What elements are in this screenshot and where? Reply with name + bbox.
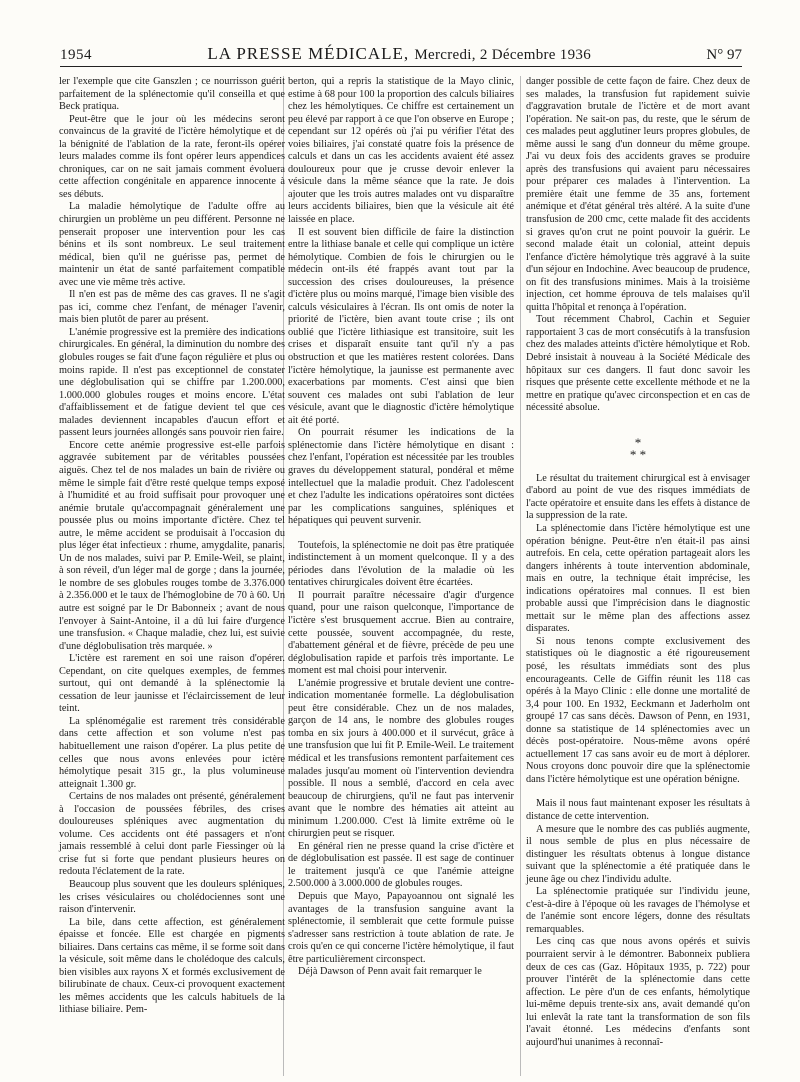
paragraph: L'anémie progressive est la première des indications chirurgicales. En général, la diminution du nombre des globules rouges se fait d'une façon régulière et plus ou moins rapide. Il n'est pas exceptionnel de constater une déglobulisation qui se chiffre par 1.200.000, 1.000.000 globules rouges et moins encore. L'état d'affaiblissement et de fatigue devient tel que ces malades deviennent incapables d'aucun effort et passent leurs journées allongés sans pouvoir rien faire. <box>59 326 285 439</box>
paragraph: Les cinq cas que nous avons opérés et suivis pourraient servir à le démontrer. Babonneix publiera deux de ces cas (Gaz. Hôpitaux 1935, p. 722) pour prouver l'intérêt de la splénectomie dans cette affection. Le père d'un de ces enfants, hémolytique lui-même depuis trente-six ans, avait demandé qu'on lui enlevât la rate tant la transformation de son fils l'avait étonné. Les médecins d'enfants sont aujourd'hui unanimes à reconnaî- <box>526 936 750 1048</box>
issue-date: Mercredi, 2 Décembre 1936 <box>414 47 592 63</box>
paragraph: La splénectomie dans l'ictère hémolytique est une opération bénigne. Peut-être n'en était-il pas ainsi autrefois. En cela, cette opération partageait alors les dangers inhérents à toute intervention abdominale, mais en outre, la technique était imprécise, les indications opératoires mal connues. Il est bien probable aussi que l'imprécision dans le diagnostic mettait sur le même plan des affections assez disparates. <box>526 522 750 635</box>
page-header <box>60 44 742 67</box>
paragraph: berton, qui a repris la statistique de la Mayo clinic, estime à 68 pour 100 la proportion des calculs biliaires chez les hémolytiques. Ce chiffre est certainement un peu élevé par rapport à ce que l'on observe en Europe ; cependant sur 12 opérés où j'ai pu vérifier l'état des voies biliaires, j'ai constaté quatre fois la présence de calculs et dans un cas les accidents avaient été assez douloureux pour que je crusse devoir enlever la vésicule dans la même séance que la rate. Je dois ajouter que les trois autres malades ont vu disparaître leurs accidents biliaires, bien que la vésicule ait été laissée en place. <box>288 76 514 226</box>
paragraph: Depuis que Mayo, Papayoannou ont signalé les avantages de la transfusion sanguine avant la splénectomie, il semblerait que cette formule puisse s'adresser sans restriction à toute ablation de rate. Je crois qu'en ce qui concerne l'ictère hémolytique, il faut être particulièrement circonspect. <box>288 891 514 965</box>
paragraph: La splénomégalie est rarement très considérable dans cette affection et son volume n'est pas habituellement une raison d'opérer. La plus petite de celles que nous avons enlevées pour ictère hémolytique pesait 315 gr., la plus volumineuse atteignait 1.300 gr. <box>59 715 285 790</box>
asterisk-top: * <box>634 434 642 450</box>
paragraph: L'anémie progressive et brutale devient une contre-indication momentanée formelle. La déglobulisation peut être considérable. Chez un de nos malades, garçon de 14 ans, le nombre des globules rouges tomba en six jours à 400.000 et il survécut, grâce à une transfusion que lui fit P. Emile-Weil. Le traitement médical et les transfusions remontent parfaitement ces malades jusqu'au moment où l'intervention deviendra possible. Il nous a semblé, d'accord en cela avec beaucoup de chirurgiens, qu'il ne faut pas intervenir avant que le nombre des hématies ait atteint au minimum 1.200.000. C'est là limite extrême où le chirurgien peut se risquer. <box>288 677 514 840</box>
journal-title: LA PRESSE MÉDICALE, <box>207 44 410 63</box>
paragraph: La maladie hémolytique de l'adulte offre au chirurgien un problème un peu différent. Personne ne penserait proposer une intervention pour les cas bénins et ils sont nombreux. Le seul traitement médical, bien qu'il ne guérisse pas, permet de maintenir un état de santé parfaitement compatible avec une vie même très active. <box>59 201 285 288</box>
paragraph: En général rien ne presse quand la crise d'ictère et de déglobulisation est passée. Il est sage de continuer le traitement jusqu'à ce que l'anémie atteigne 2.500.000 à 3.000.000 de globules rouges. <box>288 840 514 890</box>
paragraph: Si nous tenons compte exclusivement des statistiques où le diagnostic a été rigoureusement posé, les résultats immédiats sont des plus encourageants. Celle de Giffin réunit les 118 cas opérés à la Mayo Clinic : elle donne une mortalité de 3,4 pour 100. En 1932, Eeckmann et Jaderholm ont groupé 17 cas sans décès. Dawson of Penn, en 1931, donne sa statistique de 14 splénectomies avec un décès post-opératoire. Nous-même avons opéré actuellement 17 cas sans avoir eu de mort à déplorer. Nous croyons donc pouvoir dire que la splénectomie dans l'ictère hémolytique est une opération bénigne. <box>526 635 750 785</box>
paragraph: Il pourrait paraître nécessaire d'agir d'urgence quand, pour une raison quelconque, l'importance de l'ictère s'est brusquement accrue. Bien au contraire, cette poussée, souvent accompagnée, du reste, d'abattement général et de fièvre, précède de peu une déglobulisation rapide et parfois très importante. Le moment est mal choisi pour intervenir. <box>288 589 514 677</box>
paragraph: On pourrait résumer les indications de la splénectomie dans l'ictère hémolytique en disant : chez l'enfant, l'opération est nécessitée par les troubles graves du développement statural, pondéral et même intellectuel que la maladie produit. Chez l'adolescent et chez l'adulte les indications opératoires sont dictées par les complications sanguines, spléniques et hépatiques qui peuvent survenir. <box>288 427 514 527</box>
paragraph: ler l'exemple que cite Ganszlen ; ce nourrisson guérit parfaitement de la splénectomie qu'il conseilla et que Beck pratiqua. <box>59 76 285 113</box>
column-3 <box>526 76 750 1049</box>
asterisk-bottom: * * <box>629 446 647 462</box>
paragraph: La bile, dans cette affection, est généralement épaisse et foncée. Elle est chargée en pigments biliaires. Dans certains cas même, il se forme soit dans la vésicule, soit même dans le cholédoque des calculs, bien visibles aux rayons X et formés exclusivement de bilirubinate de chaux. Ceux-ci provoquent exactement les mêmes accidents que les calculs habituels de la lithiase biliaire. Pem- <box>59 916 285 1016</box>
paragraph: Tout récemment Chabrol, Cachin et Seguier rapportaient 3 cas de mort consécutifs à la transfusion chez des malades atteints d'ictère hémolytique et Rob. Debré insistait à nouveau à la Société Médicale des hôpitaux sur ces dangers. Il faut donc savoir les risques que présente cette excellente méthode et ne la mettre en pratique qu'avec circonspection et en cas de nécessité absolue. <box>526 314 750 414</box>
paragraph: Encore cette anémie progressive est-elle parfois aggravée subitement par de véritables poussées aiguës. Chez tel de nos malades un bain de rivière ou même le simple fait d'être resté quelque temps exposé à l'humidité et au froid suffisait pour provoquer une anémie brutale qu'accompagnait généralement une poussée plus ou moins importante d'ictère. Chez tel autre, le même accident se produisait à l'occasion du plus léger état infectieux : rhume, amygdalite, panaris. Un de nos malades, suivi par P. Emile-Weil, se plaint, à son réveil, d'un léger mal de gorge ; dans la journée, le nombre de ses globules rouges tombe de 3.376.000 à 2.356.000 et le taux de l'hémoglobine de 70 à 60. Un autre est soigné par le Dr Babonneix ; avant de nous l'envoyer à Saint-Antoine, il a dû lui faire d'urgence une transfusion. « Chaque maladie, chez lui, est suivie d'une déglobulisation très marquée. » <box>59 439 285 652</box>
paragraph: Il n'en est pas de même des cas graves. Il ne s'agit pas ici, comme chez l'enfant, de ménager l'avenir, mais bien plutôt de parer au présent. <box>59 289 285 326</box>
section-break-asterisks <box>526 434 750 462</box>
paragraph: Certains de nos malades ont présenté, généralement à l'occasion de poussées fébriles, des crises douloureuses spléniques avec augmentation du volume. Ces accidents ont été passagers et n'ont jamais ressemblé à celui dont parle Fiessinger où la crise fut si forte que pendant plusieurs heures on redouta l'éclatement de la rate. <box>59 791 285 878</box>
column-1 <box>59 76 285 1017</box>
paragraph: Beaucoup plus souvent que les douleurs spléniques, les crises vésiculaires ou cholédociennes sont une raison d'intervenir. <box>59 879 285 916</box>
journal-title-line <box>207 44 591 64</box>
column-2 <box>288 76 514 979</box>
column-divider <box>520 76 521 1076</box>
page-number: 1954 <box>60 47 92 63</box>
issue-number: N° 97 <box>706 47 742 63</box>
paragraph: L'ictère est rarement en soi une raison d'opérer. Cependant, on cite quelques exemples, de femmes surtout, qui ont demandé à la splénectomie la cessation de leur jaunisse et l'éclaircissement de leur teint. <box>59 653 285 715</box>
paragraph: A mesure que le nombre des cas publiés augmente, il nous semble de plus en plus nécessaire de distinguer les résultats obtenus à longue distance suivant que la splénectomie a été pratiquée dans le jeune âge ou chez l'individu adulte. <box>526 823 750 885</box>
paragraph: Toutefois, la splénectomie ne doit pas être pratiquée indistinctement à un moment quelconque. Il y a des périodes dans l'évolution de la maladie où les tentatives chirurgicales doivent être écartées. <box>288 539 514 589</box>
paragraph: La splénectomie pratiquée sur l'individu jeune, c'est-à-dire à l'époque où les ravages de l'hémolyse et de l'anémie sont encore légers, donne des résultats remarquables. <box>526 886 750 935</box>
paragraph: Il est souvent bien difficile de faire la distinction entre la lithiase banale et celle qui complique un ictère hémolytique. Combien de fois le chirurgien ou le médecin ont-ils été frappés avant tout par la succession des crises douloureuses, la présence d'ictère plus ou moins marqué, l'image bien visible des calculs vésiculaires à l'écran. Ils ont omis de noter la priorité de l'ictère, bien avant toute crise ; ils ont oublié que l'ictère lithiasique est transitoire, suit les crises et disparaît ensuite tant qu'il n'y a pas obstruction et que les matières restent colorées. Dans l'ictère hémolytique, la jaunisse est permanente avec exacerbations par moments. C'est ainsi que bien souvent ces malades ont subi l'ablation de leur vésicule, avant que le diagnostic d'ictère hémolytique ait été porté. <box>288 226 514 426</box>
paragraph: Déjà Dawson of Penn avait fait remarquer le <box>298 966 482 978</box>
paragraph: Mais il nous faut maintenant exposer les résultats à distance de cette intervention. <box>526 798 750 822</box>
paragraph: Peut-être que le jour où les médecins seront convaincus de la gravité de l'ictère hémolytique et de la bénignité de l'ablation de la rate, feront-ils opérer leurs malades comme ils font opérer leurs appendices chroniques, car on ne sait jamais comment évoluera cette affection congénitale en apparence innocente à ses débuts. <box>59 113 285 200</box>
paragraph: danger possible de cette façon de faire. Chez deux de ses malades, la transfusion fut rapidement suivie d'aggravation brutale de l'ictère et de mort avant l'opération. Ne sait-on pas, du reste, que le sérum de ces malades peut agglutiner leurs propres globules, de même aussi le sang d'un donneur du même groupe. J'ai vu deux fois des accidents graves se produire après des transfusions qui avaient paru nécessaires pour préparer ces malades à l'intervention. La première était une femme de 35 ans, fortement anémique et d'état général très altéré. A la suite d'une transfusion de 200 cmc, cette malade fit des accidents si graves qu'on crut ne point pouvoir la guérir. Le second malade était un colonial, atteint depuis l'enfance d'ictère hémolytique très aggravé à la suite d'un séjour en Indochine. Avec beaucoup de prudence, on fit des transfusions minimes. Mais à la troisième injection, cet homme éprouva de tels malaises qu'il quitta l'hôpital et renonça à l'opération. <box>526 76 750 313</box>
paragraph: Le résultat du traitement chirurgical est à envisager d'abord au point de vue des risques immédiats de l'acte opératoire et ensuite dans les effets à distance de la suppression de la rate. <box>526 472 750 522</box>
